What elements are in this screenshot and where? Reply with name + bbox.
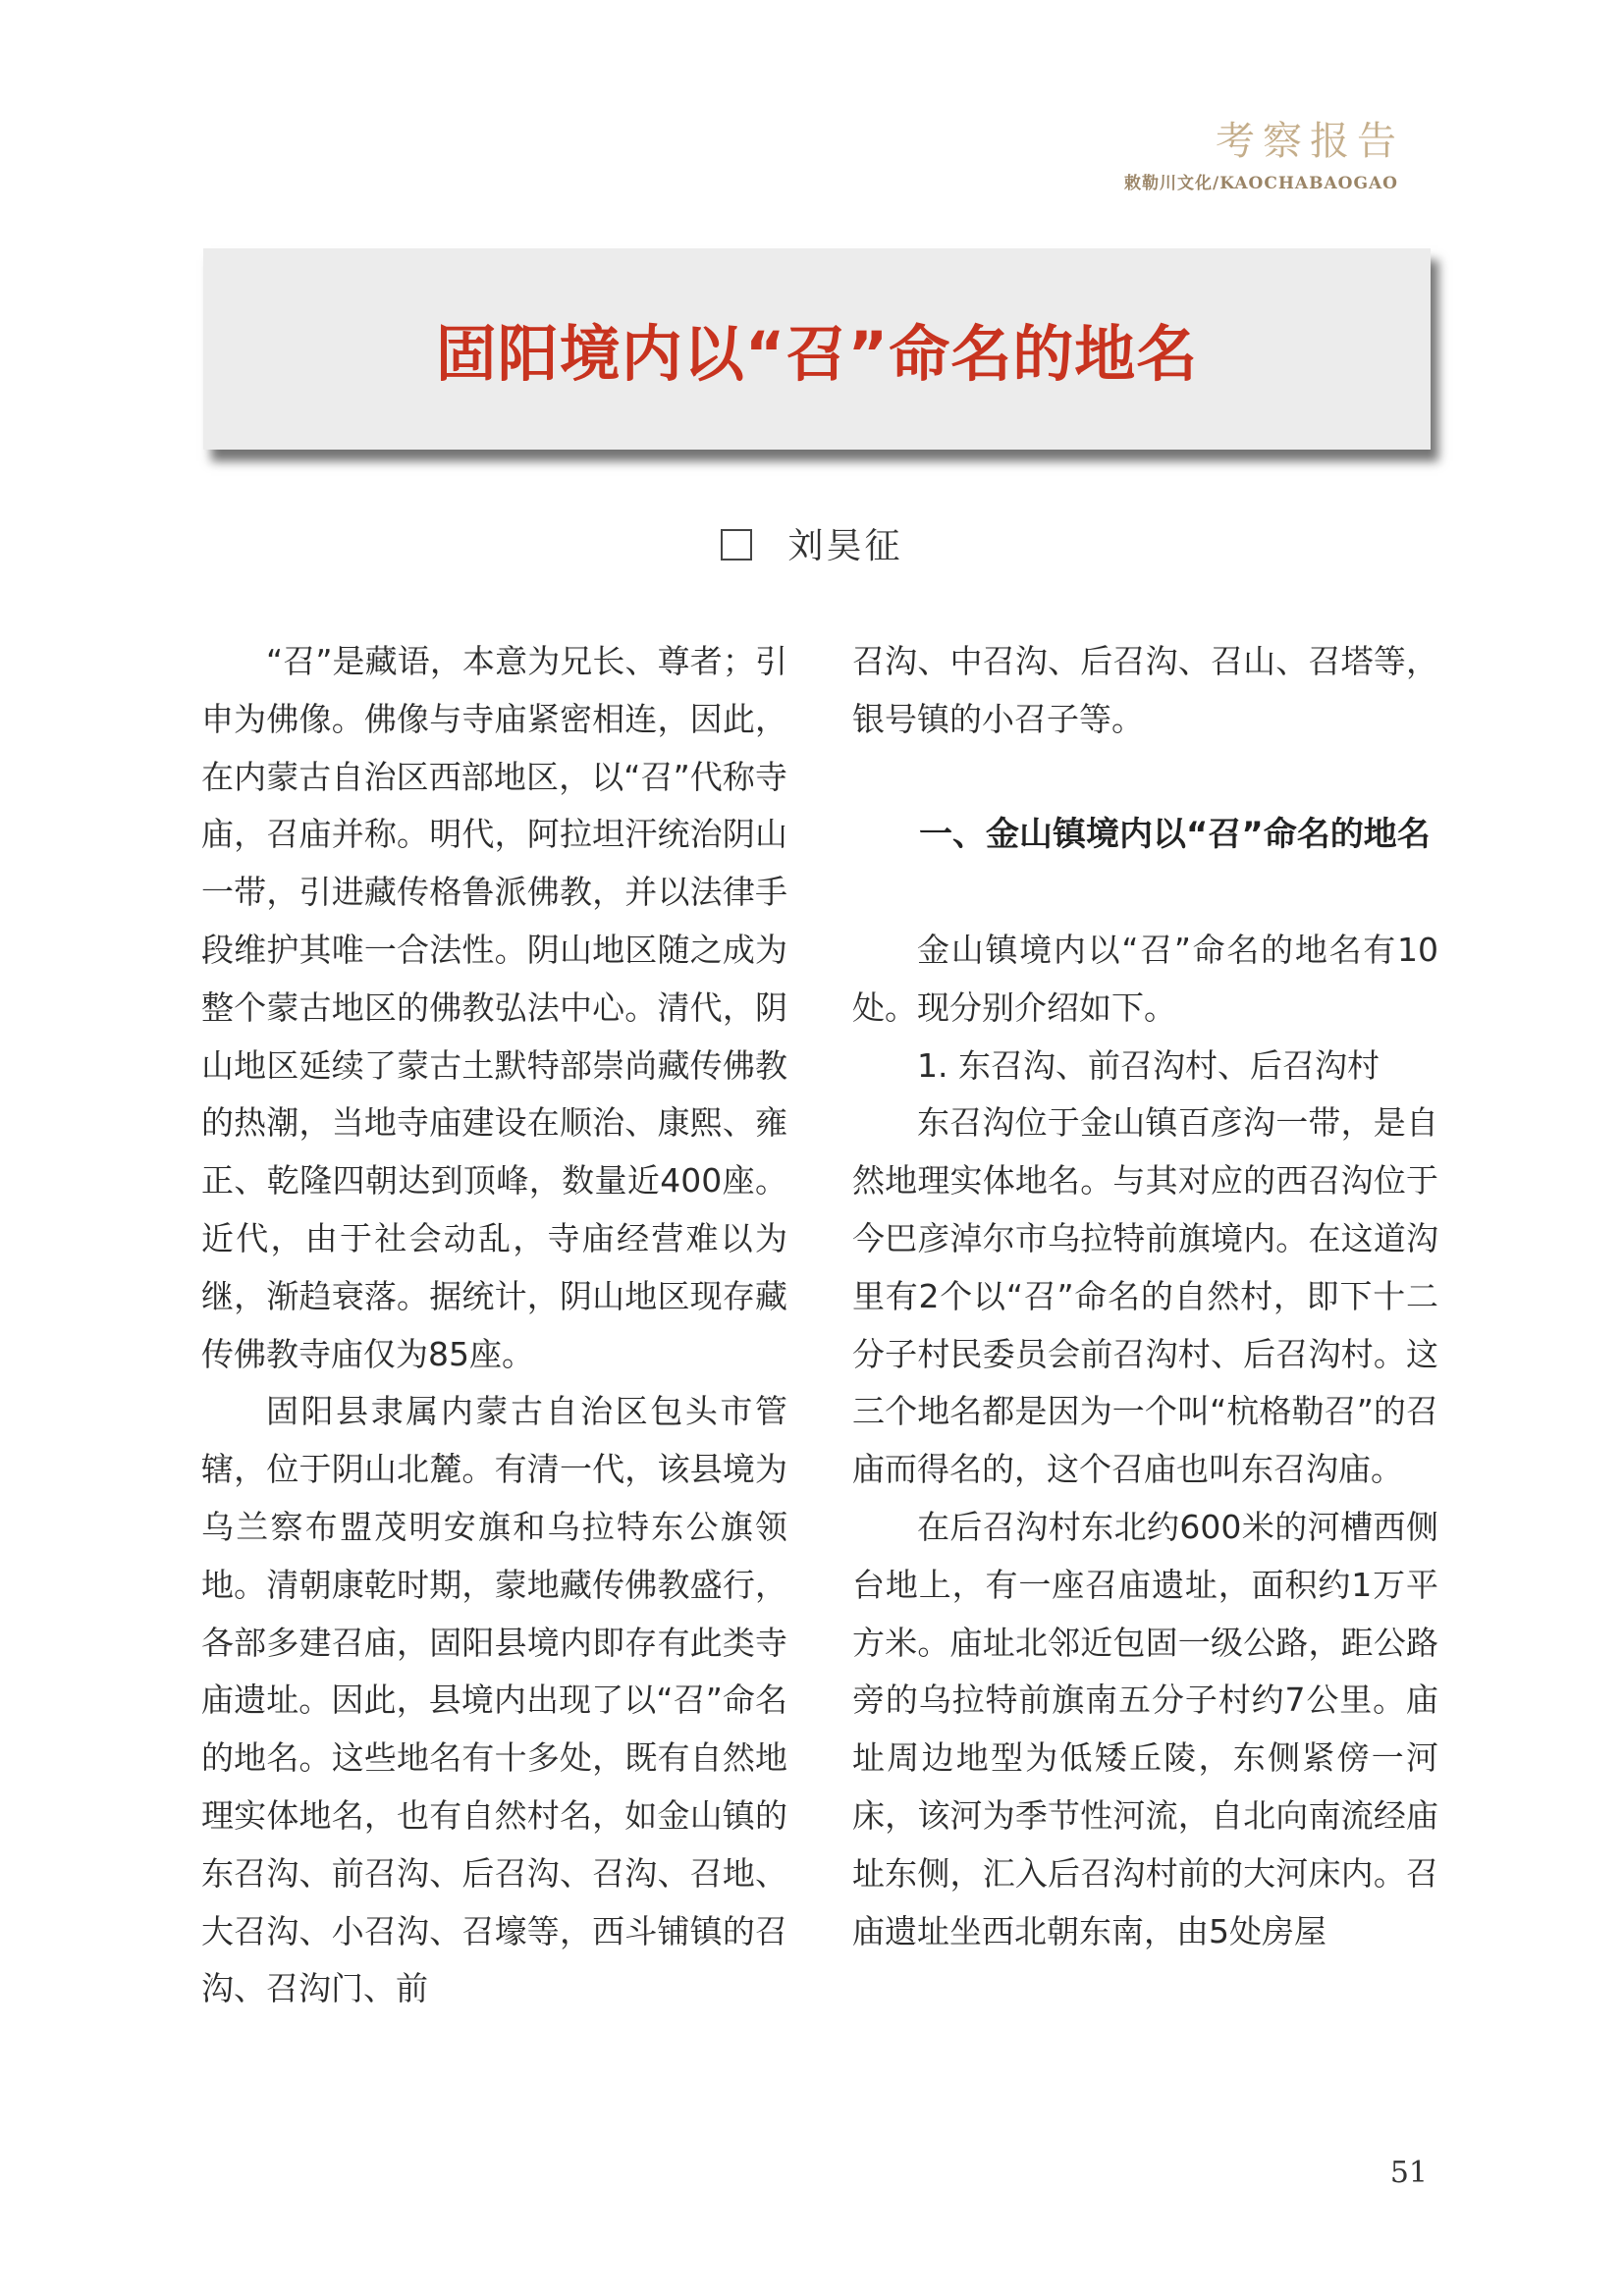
author-box-icon (721, 529, 752, 561)
subsection-heading: 1. 东召沟、前召沟村、后召沟村 (917, 1045, 1380, 1085)
right-column (852, 633, 1438, 1960)
journal-section-subtitle: 敕勒川文化/KAOCHABAOGAO (1124, 174, 1398, 193)
paragraph: 固阳县隶属内蒙古自治区包头市管辖，位于阴山北麓。有清一代，该县境为乌兰察布盟茂明安旗和乌拉特东公旗领地。清朝康乾时期，蒙地藏传佛教盛行，各部多建召庙，固阳县境内即存有此类寺庙遗址。因此，县境内出现了以“召”命名的地名。这些地名有十多处，既有自然地理实体地名，也有自然村名，如金山镇的东召沟、前召沟、后召沟、召沟、召地、大召沟、小召沟、召壕等，西斗铺镇的召沟、召沟门、前 (201, 1392, 787, 2008)
paragraph: 在后召沟村东北约600米的河槽西侧台地上，有一座召庙遗址，面积约1万平方米。庙址北邻近包固一级公路，距公路旁的乌拉特前旗南五分子村约7公里。庙址周边地型为低矮丘陵，东侧紧傍一河床，该河为季节性河流，自北向南流经庙址东侧，汇入后召沟村前的大河床内。召庙遗址坐西北朝东南，由5处房屋 (852, 1507, 1438, 1950)
paragraph: “召”是藏语，本意为兄长、尊者；引申为佛像。佛像与寺庙紧密相连，因此，在内蒙古自治区西部地区，以“召”代称寺庙，召庙并称。明代，阿拉坦汗统治阴山一带，引进藏传格鲁派佛教，并以法律手段维护其唯一合法性。阴山地区随之成为整个蒙古地区的佛教弘法中心。清代，阴山地区延续了蒙古土默特部崇尚藏传佛教的热潮，当地寺庙建设在顺治、康熙、雍正、乾隆四朝达到顶峰，数量近400座。近代，由于社会动乱，寺庙经营难以为继，渐趋衰落。据统计，阴山地区现存藏传佛教寺庙仅为85座。 (201, 642, 787, 1373)
section-heading: 一、金山镇境内以“召”命名的地名 (919, 815, 1431, 855)
left-column (201, 633, 787, 2018)
page-number: 51 (1389, 2156, 1428, 2190)
paragraph: 金山镇境内以“召”命名的地名有10处。现分别介绍如下。 (852, 930, 1438, 1027)
article-title-banner (203, 248, 1431, 450)
author-name: 刘昊征 (787, 526, 903, 566)
article-title: 固阳境内以“召”命名的地名 (435, 318, 1199, 390)
author-line (0, 518, 1624, 568)
paragraph-continued: 召沟、中召沟、后召沟、召山、召塔等，银号镇的小召子等。 (852, 642, 1438, 738)
journal-section-title: 考察报告 (1216, 119, 1404, 164)
paragraph: 东召沟位于金山镇百彦沟一带，是自然地理实体地名。与其对应的西召沟位于今巴彦淖尔市乌拉特前旗境内。在这道沟里有2个以“召”命名的自然村，即下十二分子村民委员会前召沟村、后召沟村。这三个地名都是因为一个叫“杭格勒召”的召庙而得名的，这个召庙也叫东召沟庙。 (852, 1103, 1438, 1489)
